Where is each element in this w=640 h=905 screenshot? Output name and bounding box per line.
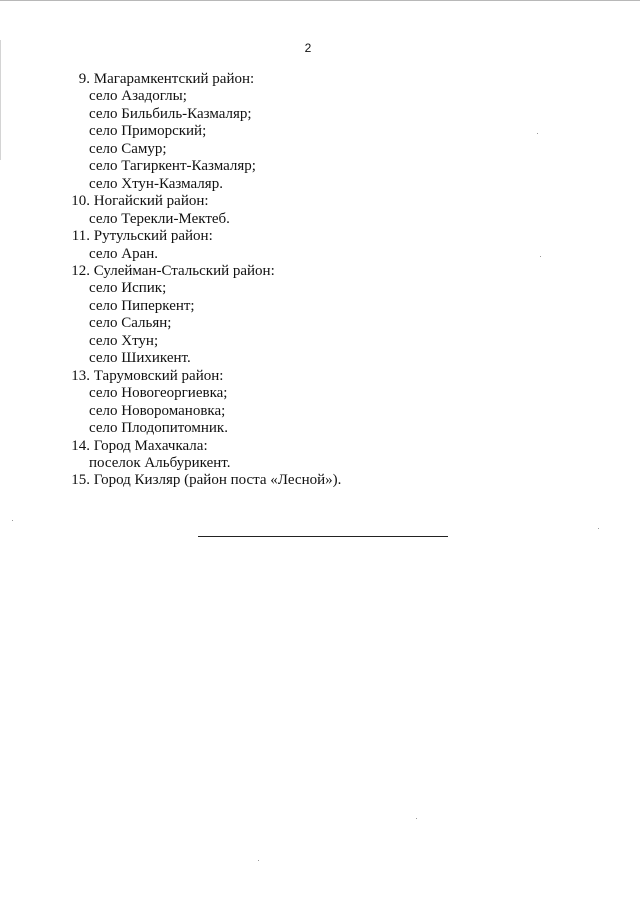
scan-speck (598, 528, 599, 529)
district-title: Ногайский район: (93, 193, 209, 210)
village-line: село Сальян; (89, 315, 172, 332)
scan-edge-left (0, 40, 1, 160)
village-line: поселок Альбурикент. (89, 454, 231, 471)
scan-speck (416, 818, 417, 819)
item-number: 11. (71, 228, 90, 245)
village-line: село Бильбиль-Казмаляр; (89, 105, 252, 122)
district-title: Сулейман-Стальский район: (93, 262, 275, 279)
closing-rule-line (198, 536, 448, 537)
district-title: Город Махачкала: (93, 437, 208, 454)
village-line: село Азадоглы; (89, 88, 187, 105)
scan-speck (258, 860, 259, 861)
village-line: село Пиперкент; (89, 297, 195, 314)
district-item (55, 263, 575, 368)
item-number: 9. (78, 71, 90, 87)
district-title: Тарумовский район: (93, 367, 224, 384)
district-item (55, 71, 575, 193)
item-number: 12. (71, 262, 90, 279)
district-title: Рутульский район: (93, 228, 213, 245)
village-line: село Испик; (89, 280, 167, 297)
district-list (55, 71, 575, 490)
item-number: 13. (71, 367, 90, 384)
item-number: 10. (71, 193, 90, 210)
village-line: село Тагиркент-Казмаляр; (89, 158, 256, 175)
district-item (55, 193, 575, 228)
village-line: село Новоромановка; (89, 402, 226, 419)
village-line: село Плодопитомник. (89, 420, 228, 437)
district-item (55, 472, 575, 489)
village-line: село Хтун-Казмаляр. (89, 175, 223, 192)
scan-edge-top (0, 0, 640, 1)
page-number: 2 (304, 41, 312, 55)
district-item (55, 228, 575, 263)
village-line: село Новогеоргиевка; (89, 385, 228, 402)
item-number: 15. (71, 472, 90, 489)
scan-speck (540, 256, 541, 257)
village-line: село Самур; (89, 140, 167, 157)
scan-speck (12, 520, 13, 521)
village-line: село Шихикент. (89, 350, 191, 367)
district-title: Город Кизляр (район поста «Лесной»). (93, 472, 342, 489)
village-line: село Терекли-Мектеб. (89, 210, 230, 227)
district-item (55, 438, 575, 473)
district-item (55, 368, 575, 438)
scan-speck (537, 133, 538, 134)
village-line: село Аран. (89, 245, 159, 262)
item-number: 14. (71, 437, 90, 454)
village-line: село Приморский; (89, 123, 207, 140)
village-line: село Хтун; (89, 332, 159, 349)
district-title: Магарамкентский район: (93, 71, 255, 87)
